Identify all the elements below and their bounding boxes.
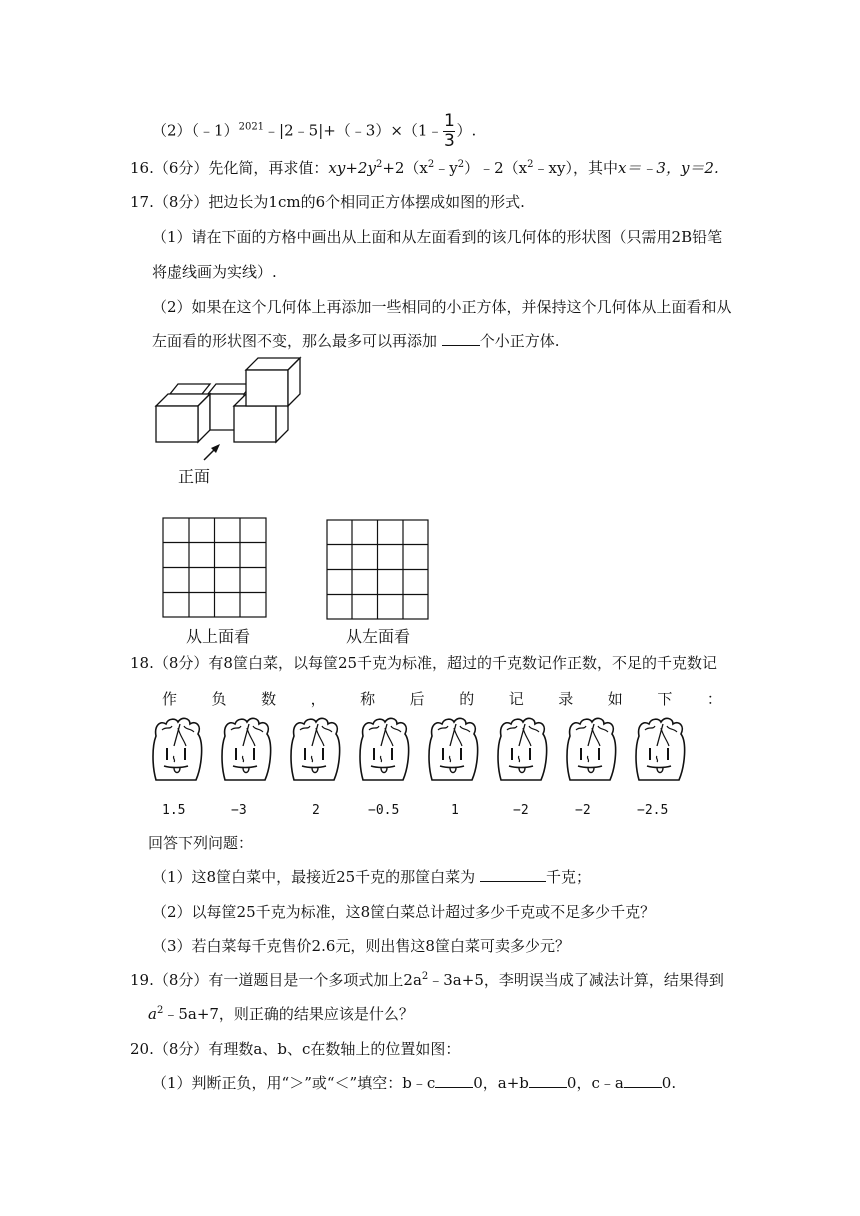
answer-blank[interactable] xyxy=(624,1073,662,1088)
question-16: 16.（6分）先化简，再求值：$xy+2y^2+2(x^2﹣y^2)﹣2(x^2﹣xy)$，其中x＝﹣3，y＝2. xyxy=(130,159,719,177)
question-17-head: 17.（8分）把边长为1cm的6个相同正方体摆成如图的形式. xyxy=(130,193,525,211)
answer-intro: 回答下列问题： xyxy=(148,834,254,852)
fraction-one-third: $\frac{1}{3}$ xyxy=(444,111,455,151)
cabbage-value: −0.5 xyxy=(368,803,400,818)
question-18-sub2: （2）以每筐25千克为标准，这8筐白菜总计超过多少千克或不足多少千克？ xyxy=(152,903,656,921)
question-17-part2a: （2）如果在这个几何体上再添加一些相同的小正方体，并保持这个几何体从上面看和从 xyxy=(152,298,732,316)
answer-blank[interactable] xyxy=(529,1073,567,1088)
question-18-head: 18.（8分）有8筐白菜，以每筐25千克为标准，超过的千克数记作正数，不足的千克数记 xyxy=(130,654,718,672)
q15-part2: （2）（﹣1）$^{2021}$﹣|2﹣5|+（﹣3）×（1﹣ $\frac{1}{3}$ ）. xyxy=(152,111,477,151)
question-18-spaced-line: 作 负 数 ， 称 后 的 记 录 如 下 ： xyxy=(162,690,722,708)
cabbage-value: −3 xyxy=(231,803,247,818)
cabbage-value: 2 xyxy=(312,803,320,818)
question-17-part2b: 左面看的形状图不变，那么最多可以再添加 个小正方体. xyxy=(152,332,560,350)
question-20-part1: （1）判断正负，用“＞”或“＜”填空：b﹣c 0，a+b 0，c﹣a 0. xyxy=(152,1074,677,1092)
answer-blank[interactable] xyxy=(480,867,546,882)
question-17-part1a: （1）请在下面的方格中画出从上面和从左面看到的该几何体的形状图（只需用2B铅笔 xyxy=(152,228,723,246)
cabbage-value: −2.5 xyxy=(637,803,669,818)
cabbage-value: −2 xyxy=(575,803,591,818)
answer-blank[interactable] xyxy=(442,331,480,346)
cabbage-row xyxy=(150,716,710,788)
question-18-sub3: （3）若白菜每千克售价2.6元，则出售这8筐白菜可卖多少元？ xyxy=(152,937,570,955)
cube-figure xyxy=(148,352,308,462)
cabbage-value: 1.5 xyxy=(162,803,186,818)
question-19-line1: 19.（8分）有一道题目是一个多项式加上$2a^2﹣3a+5$，李明误当成了减法计算，结果得到 xyxy=(130,971,724,989)
top-view-grid[interactable] xyxy=(162,517,268,619)
question-19-line2: $a^2﹣5a+7$，则正确的结果应该是什么？ xyxy=(148,1005,414,1023)
cabbage-value: 1 xyxy=(451,803,459,818)
top-view-label: 从上面看 xyxy=(186,627,251,646)
question-17-part1b: 将虚线画为实线）. xyxy=(152,263,277,281)
question-18-sub1: （1）这8筐白菜中，最接近25千克的那筐白菜为 千克； xyxy=(152,868,591,886)
answer-blank[interactable] xyxy=(435,1073,473,1088)
cabbage-value: −2 xyxy=(513,803,529,818)
left-view-grid[interactable] xyxy=(326,519,430,621)
left-view-label: 从左面看 xyxy=(346,627,411,646)
question-20-head: 20.（8分）有理数a、b、c在数轴上的位置如图： xyxy=(130,1040,461,1058)
front-label: 正面 xyxy=(178,467,211,486)
